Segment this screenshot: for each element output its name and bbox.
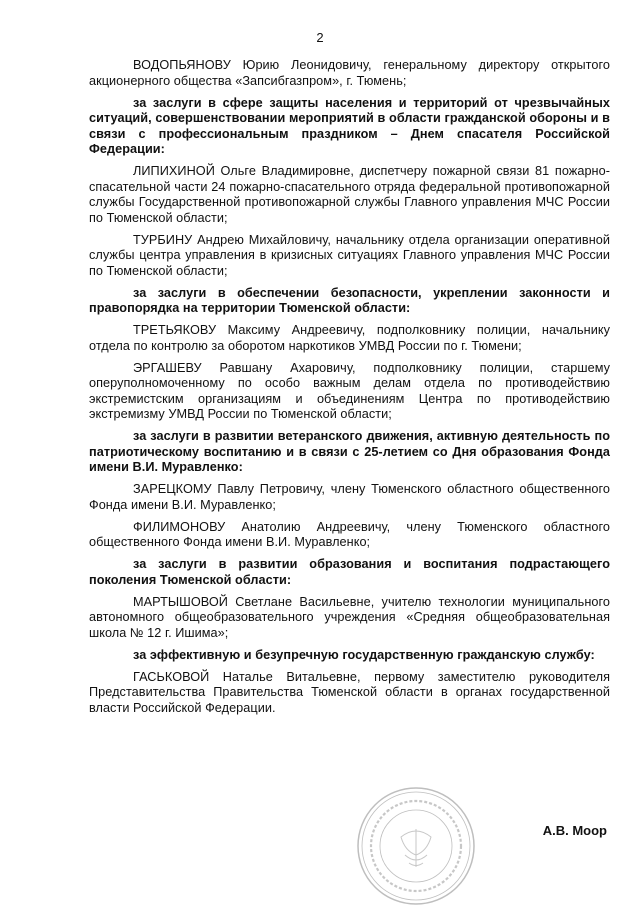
paragraph-recipient: ЭРГАШЕВУ Равшану Ахаровичу, подполковнику полиции, старшему оперуполномоченному по особо важным делам отдела по противодействию экстремистским организациям и объединениям Центра по противодействию экстремизму УМВД России по Тюменской области; (89, 360, 610, 421)
official-seal-icon (355, 785, 477, 907)
paragraph-recipient: ТРЕТЬЯКОВУ Максиму Андреевичу, подполковнику полиции, начальнику отдела по контролю за оборотом наркотиков УМВД России по г. Тюмени; (89, 323, 610, 353)
paragraph-award-reason: за заслуги в развитии образования и воспитания подрастающего поколения Тюменской области: (89, 557, 610, 587)
document-body (89, 58, 610, 723)
page-number: 2 (316, 30, 324, 45)
paragraph-award-reason: за заслуги в обеспечении безопасности, укреплении законности и правопорядка на территории Тюменской области: (89, 285, 610, 315)
paragraph-award-reason: за эффективную и безупречную государственную гражданскую службу: (133, 647, 595, 662)
paragraph-recipient: ЛИПИХИНОЙ Ольге Владимировне, диспетчеру пожарной связи 81 пожарно-спасательной части 24 пожарно-спасательного отряда федеральной противопожарной службы Государственной противопожарной службы Главного управления МЧС России по Тюменской области; (89, 164, 610, 225)
paragraph-recipient: МАРТЫШОВОЙ Светлане Васильевне, учителю технологии муниципального автономного общеобразовательного учреждения «Средняя общеобразовательная школа № 12 г. Ишима»; (89, 594, 610, 640)
paragraph-recipient: ЗАРЕЦКОМУ Павлу Петровичу, члену Тюменского областного общественного Фонда имени В.И. Муравленко; (89, 482, 610, 512)
paragraph-award-reason: за заслуги в развитии ветеранского движения, активную деятельность по патриотическому воспитанию и в связи с 25-летием со Дня образования Фонда имени В.И. Муравленко: (89, 429, 610, 474)
paragraph-recipient: ТУРБИНУ Андрею Михайловичу, начальнику отдела организации оперативной службы центра управления в кризисных ситуациях Главного управления МЧС России по Тюменской области; (89, 232, 610, 278)
paragraph-recipient: ФИЛИМОНОВУ Анатолию Андреевичу, члену Тюменского областного общественного Фонда имени В.И. Муравленко; (89, 519, 610, 549)
signature-name: А.В. Моор (542, 823, 607, 838)
paragraph-recipient: ГАСЬКОВОЙ Наталье Витальевне, первому заместителю руководителя Представительства Правительства Тюменской области в органах государственной власти Российской Федерации. (89, 669, 610, 715)
paragraph-award-reason: за заслуги в сфере защиты населения и территорий от чрезвычайных ситуаций, совершенствовании мероприятий в области гражданской обороны и в связи с профессиональным праздником – Днем спасателя Российской Федерации: (89, 95, 610, 156)
paragraph-recipient: ВОДОПЬЯНОВУ Юрию Леонидовичу, генеральному директору открытого акционерного общества «Запсибгазпром», г. Тюмень; (89, 58, 610, 88)
